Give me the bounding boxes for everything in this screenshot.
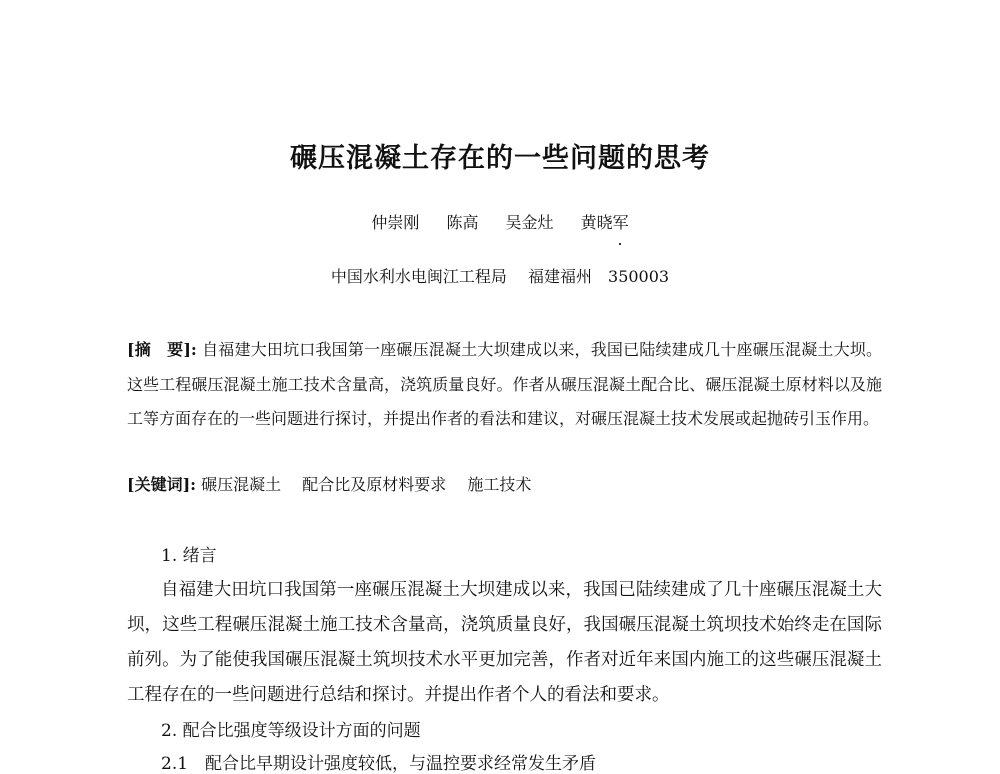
section-heading: 1. 绪言 bbox=[161, 546, 217, 566]
body-paragraph: 自福建大田坑口我国第一座碾压混凝土大坝建成以来，我国已陆续建成了几十座碾压混凝土大坝，这些工程碾压混凝土施工技术含量高，浇筑质量良好，我国碾压混凝土筑坝技术始终走在国际前列。为了能使我国碾压混凝土筑坝技术水平更加完善，作者对近年来国内施工的这些碾压混凝土工程存在的一些问题进行总结和探讨。并提出作者个人的看法和要求。 bbox=[127, 580, 882, 705]
affiliation-postcode: 350003 bbox=[608, 267, 670, 286]
affiliation-location: 福建福州 bbox=[528, 267, 593, 286]
abstract bbox=[127, 333, 882, 437]
author-name: 黄晓军 bbox=[580, 213, 629, 232]
author-name: 吴金灶 bbox=[505, 213, 554, 232]
keyword: 配合比及原材料要求 bbox=[302, 475, 447, 494]
section-heading: 2. 配合比强度等级设计方面的问题 bbox=[161, 721, 421, 741]
scan-speck bbox=[619, 243, 621, 245]
subsection-heading: 2.1 配合比早期设计强度较低，与温控要求经常发生矛盾 bbox=[161, 754, 597, 774]
abstract-text: 自福建大田坑口我国第一座碾压混凝土大坝建成以来，我国已陆续建成几十座碾压混凝土大坝。这些工程碾压混凝土施工技术含量高，浇筑质量良好。作者从碾压混凝土配合比、碾压混凝土原材料以及施工等方面存在的一些问题进行探讨，并提出作者的看法和建议，对碾压混凝土技术发展或起抛砖引玉作用。 bbox=[127, 340, 882, 428]
affiliation-org: 中国水利水电闽江工程局 bbox=[330, 267, 507, 286]
keywords bbox=[127, 472, 882, 495]
author-list bbox=[0, 210, 1000, 233]
keywords-label: [关键词]: bbox=[127, 475, 197, 494]
paper-title: 碾压混凝土存在的一些问题的思考 bbox=[290, 143, 710, 174]
keyword: 施工技术 bbox=[467, 475, 532, 494]
author-name: 仲崇刚 bbox=[371, 213, 420, 232]
abstract-label: [摘 要]: bbox=[127, 340, 197, 359]
affiliation bbox=[0, 264, 1000, 287]
keyword: 碾压混凝土 bbox=[201, 475, 282, 494]
author-name: 陈高 bbox=[446, 213, 479, 232]
